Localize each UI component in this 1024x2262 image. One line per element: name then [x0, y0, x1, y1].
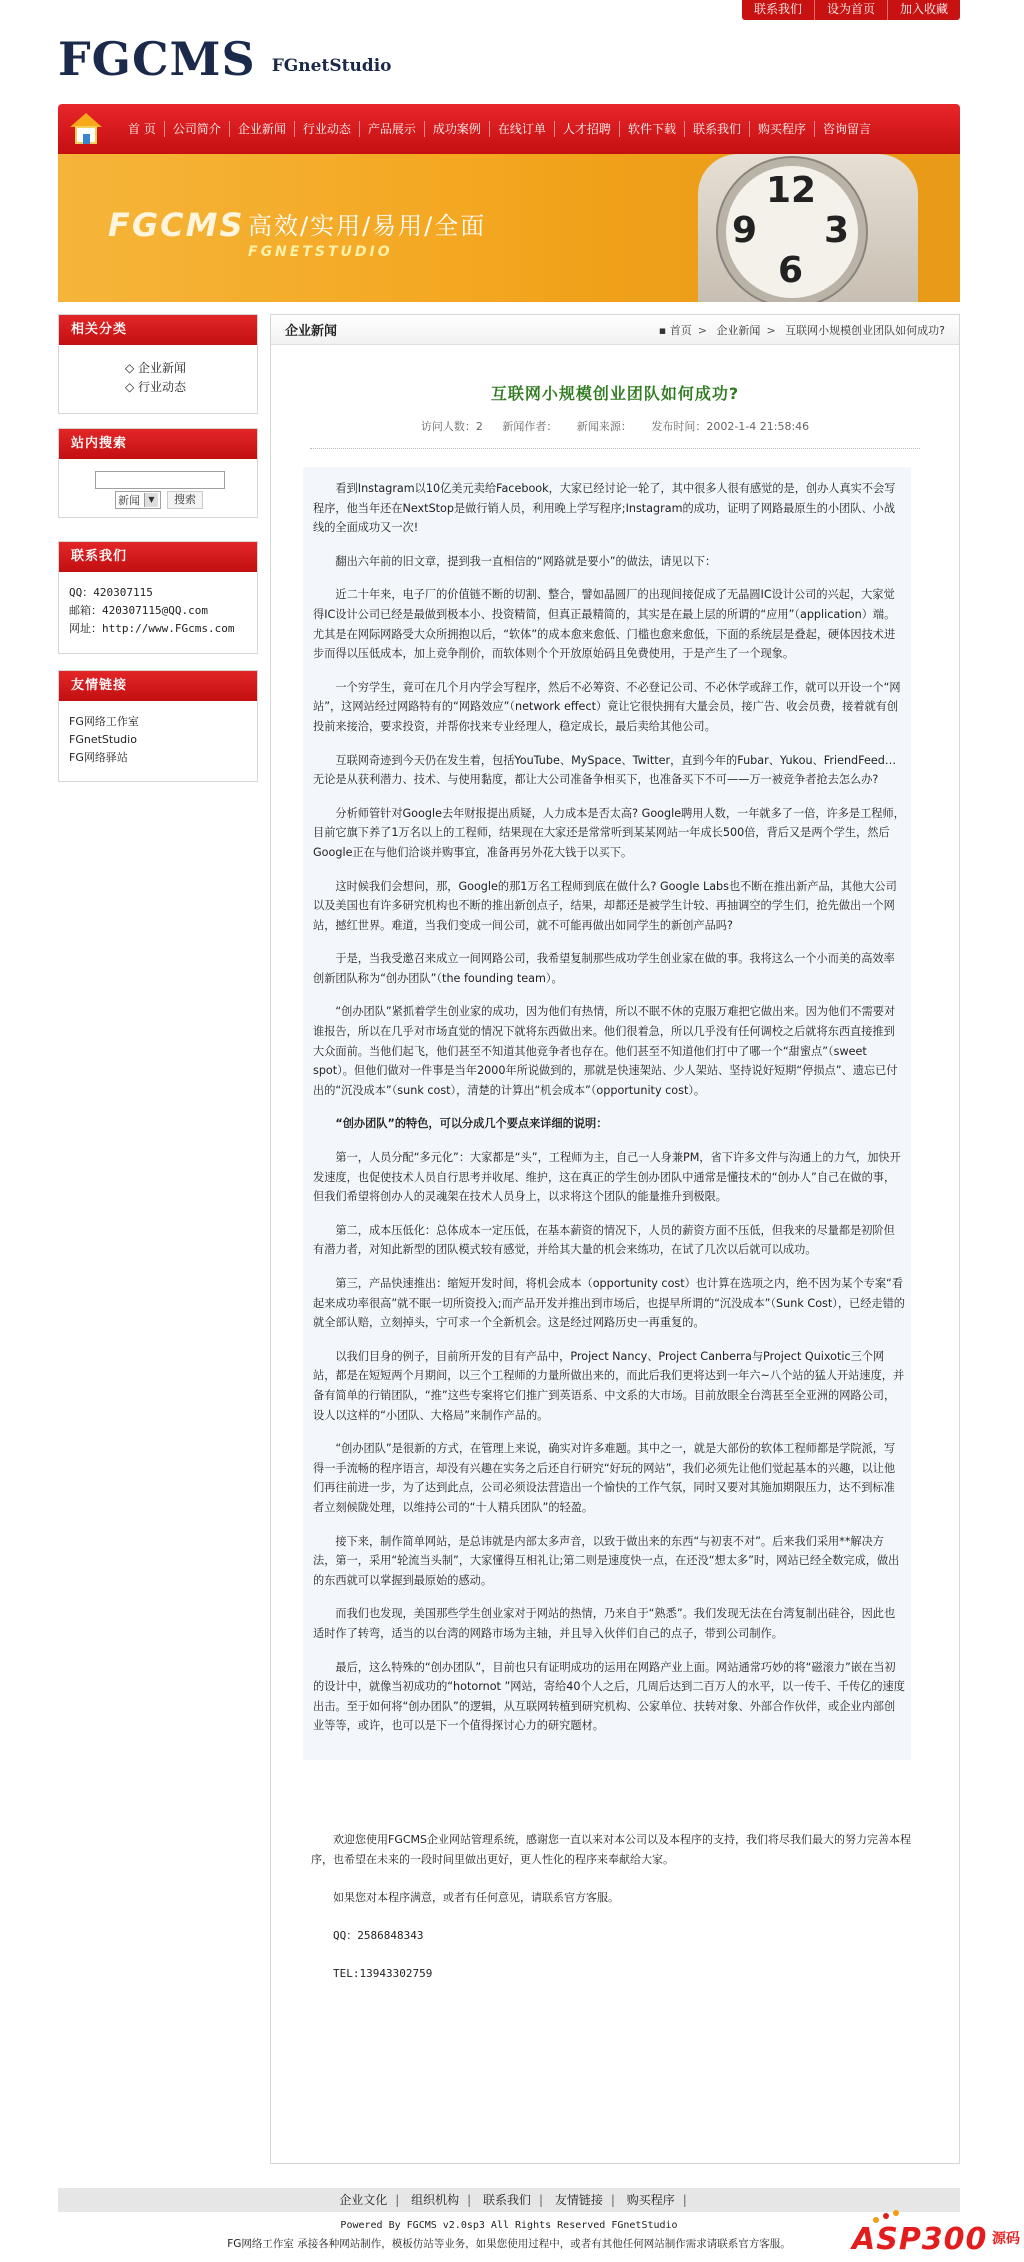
nav-industry-news[interactable]: 行业动态	[294, 121, 359, 137]
nav-company-news[interactable]: 企业新闻	[229, 121, 294, 137]
search-box	[58, 428, 258, 518]
nav-online-order[interactable]: 在线订单	[489, 121, 554, 137]
footer-link-contact[interactable]: 联系我们	[482, 2193, 531, 2207]
nav-buy[interactable]: 购买程序	[749, 121, 814, 137]
article-paragraph: 近二十年来，电子厂的价值链不断的切割、整合，譬如晶圆厂的出现间接促成了无晶圆IC设计公司的兴起，大家觉得IC设计公司已经是最做到极本小、投资精简，但真正最精简的，其实是在最上层的所谓的“应用”（application）端。尤其是在网际网路受大众所拥抱以后，“软体”的成本愈来愈低、门槛也愈来愈低，下面的系统层是叠起，硬体因技术进步而得以压低成本，加上竞争削价，而软体则个个开放原始码且免费使用，于是产生了一个现象。	[313, 588, 896, 661]
search-type-value: 新闻	[118, 494, 140, 507]
article-paragraph: 这时候我们会想问，那，Google的那1万名工程师到底在做什么? Google Labs也不断在推出新产品，其他大公司以及美国也有许多研究机构也不断的推出新创点子，结果，却都还是被学生计较、再抽调空的学生们，抢先做出一个网站，撼红世界。难道，当我们变成一间公司，就不可能再做出如同学生的新创产品吗?	[313, 879, 897, 932]
contact-box	[58, 541, 258, 654]
program-notes	[311, 1830, 921, 1984]
article-paragraph: 一个穷学生，竟可在几个月内学会写程序，然后不必筹资、不必登记公司、不必休学或辞工作，就可以开设一个“网站”，这网站经过网路特有的“网路效应”（network effect）竟让它很快拥有大量会员，接广告、收会员费，接着就有创投前来接洽，要求投资，并帮你找来专业经理人，稳定成长，最后卖给其他公司。	[313, 680, 901, 733]
article-paragraph: 互联网奇迹到今天仍在发生着，包括YouTube、MySpace、Twitter，直到今年的Fubar、Yukou、FriendFeed…无论是从获利潜力、技术、与使用黏度，都让大公司准备争相买下，也准备买下不可——万一被竞争者抢去怎么办?	[313, 753, 897, 787]
search-type-select[interactable]	[115, 491, 161, 509]
banner-logo: FGCMS	[108, 206, 245, 244]
article-paragraph: 看到Instagram以10亿美元卖给Facebook，大家已经讨论一轮了，其中很多人很有感觉的是，创办人真实不会写程序，他当年还在NextStop是做行销人员，利用晚上学写程序;Instagram的成功，证明了网路最原生的小团队、小战线的全面成功又一次!	[313, 482, 896, 535]
contact-qq: QQ：420307115	[69, 586, 153, 599]
article-paragraph: 于是，当我受邀召来成立一间网路公司，我希望复制那些成功学生创业家在做的事。我将这么一个小而美的高效率创新团队称为“创办团队”（the founding team）。	[313, 952, 895, 985]
copyright-notice: FG网络工作室 承接各种网站制作，模板仿站等业务，如果您使用过程中，或者有其他任何网站制作需求请联系官方客服。	[227, 2238, 791, 2250]
article-paragraph: “创办团队”紧抓着学生创业家的成功，因为他们有热情，所以不眠不休的克服万难把它做出来。因为他们不需要对谁报告，所以在几乎对市场直觉的情况下就将东西做出来。他们很着急，所以几乎没有任何调校之后就将东西直接推到大众面前。当他们起飞，他们甚至不知道其他竞争者也存在。他们甚至不知道他们打中了哪一个“甜蜜点”（sweet spot）。但他们做对一件事是当年2000年所说做到的，那就是快速架站、少人架站、坚持说好短期“停损点”、遗忘已付出的“沉没成本”（sunk cost），清楚的计算出“机会成本”（opportunity cost）。	[313, 1005, 898, 1097]
main-nav	[58, 104, 960, 154]
logo-sub-text: FGnetStudio	[271, 56, 392, 76]
note-paragraph: 欢迎您使用FGCMS企业网站管理系统，感谢您一直以来对本公司以及本程序的支持，我们将尽我们最大的努力完善本程序，也希望在未来的一段时间里做出更好，更人性化的程序来奉献给大家。	[311, 1832, 912, 1866]
search-button[interactable]: 搜索	[167, 491, 203, 509]
article-meta	[271, 418, 959, 434]
article-paragraph: 以我们目身的例子，目前所开发的目有产品中，Project Nancy、Project Canberra与Project Quixotic三个网站，都是在短短两个月期间，以三个工程师的力量所做出来的，而此后我们更将达到一年六~八个站的猛人开站速度，并备有简单的行销团队，“推”这些专案将它们推广到英语系、中文系的大市场。目前放眼全台湾甚至全亚洲的网路公司，设人以这样的“小团队、大格局”来制作产品的。	[313, 1349, 905, 1422]
category-box	[58, 314, 258, 414]
article-subheading: “创办团队”的特色，可以分成几个要点来详细的说明：	[335, 1117, 608, 1131]
clock-image	[718, 158, 866, 302]
search-input[interactable]	[95, 471, 225, 489]
footer-link-buy[interactable]: 购买程序	[626, 2193, 675, 2207]
hero-banner	[58, 154, 960, 302]
add-favorite-link[interactable]: 加入收藏	[887, 0, 960, 20]
note-tel: TEL:13943302759	[333, 1966, 433, 1980]
article-paragraph: 最后，这么特殊的“创办团队”，目前也只有证明成功的运用在网路产业上面。网站通常巧妙的将“磁滚力”嵌在当初的设计中，就像当初成功的“hotornot ”网站，寄给40个人之后，几周后达到二百万人的水平，以一传千、千传亿的速度出击。至于如何将“创办团队”的逻辑，从互联网转植到研究机构、公家单位、扶转对象、外部合作伙伴，或企业内部创业等等，或许，也可以是下一个值得探讨心力的研究题材。	[313, 1660, 905, 1733]
article-paragraph: 第三，产品快速推出：缩短开发时间，将机会成本（opportunity cost）也计算在选项之内，绝不因为某个专案“看起来成功率很高”就不眠一切所资投入;而产品开发并推出到市场后，也提早所谓的“沉没成本”（Sunk Cost），已经走错的就全部认赔，立刻掉头，宁可求一个全新机会。这是经过网路历史一再重复的。	[313, 1277, 905, 1330]
article-paragraph: 而我们也发现，美国那些学生创业家对于网站的热情，乃来自于“熟悉”。我们发现无法在台湾复制出硅谷，因此也适时作了转弯，适当的以台湾的网路市场为主轴，并且导入伙伴们自己的点子，带到公司制作。	[313, 1607, 896, 1640]
watermark-text: ASP300	[852, 2222, 988, 2257]
main-content	[270, 314, 960, 2164]
meta-source: 新闻来源：	[576, 420, 632, 433]
category-item-industry-news[interactable]: ◇ 行业动态	[125, 380, 187, 394]
friend-link[interactable]: FGnetStudio	[69, 733, 137, 746]
article-paragraph: 第一，人员分配“多元化”：大家都是“头”，工程师为主，自己一人身兼PM，省下许多文件与沟通上的力气，加快开发速度，也促使技术人员自行思考并收尾、维护，这在真正的学生创办团队中通常是懂技术的“创办人”自己在做的事，但我们希望将创办人的灵魂架在技术人员身上，以求将这个团队的能量推升到极限。	[313, 1151, 901, 1204]
article-paragraph: 翻出六年前的旧文章，提到我一直相信的“网路就是要小”的做法，请见以下：	[335, 554, 717, 568]
breadcrumb-section[interactable]: 企业新闻	[716, 323, 761, 337]
contact-website: 网址：http://www.FGcms.com	[69, 622, 235, 635]
article-paragraph: 分析师管针对Google去年财报提出质疑，人力成本是否太高? Google聘用人数，一年就多了一倍，许多是工程师，目前它旗下养了1万名以上的工程师，结果现在大家还是常常听到某某网站一年成长500倍，背后又是两个学生，然后Google正在与他们洽谈并购事宜，准备再另外花大钱于以买下。	[313, 806, 905, 859]
banner-subtitle: FGNETSTUDIO	[248, 244, 393, 260]
nav-home[interactable]: 首 页	[128, 122, 156, 136]
category-title: 相关分类	[59, 315, 257, 345]
article-title: 互联网小规模创业团队如何成功?	[490, 384, 740, 403]
footer-link-organization[interactable]: 组织机构	[411, 2193, 460, 2207]
clock-numeral-12: 12	[766, 170, 817, 211]
nav-products[interactable]: 产品展示	[359, 121, 424, 137]
top-links	[742, 0, 960, 20]
clock-numeral-3: 3	[824, 210, 850, 251]
breadcrumb-current: 互联网小规模创业团队如何成功?	[785, 323, 945, 337]
watermark-cn-text: 源码	[992, 2231, 1020, 2247]
article-paragraph: 第二，成本压低化：总体成本一定压低，在基本薪资的情况下，人员的薪资方面不压低，但我来的尽量都是初阶但有潜力者，对知此新型的团队模式较有感觉，并给其大量的机会来练功，在试了几次以后就可以成功。	[313, 1223, 895, 1257]
clock-numeral-9: 9	[732, 210, 758, 251]
logo-main-text: FGCMS	[58, 32, 256, 86]
breadcrumb: ▪ 首页 > 企业新闻 > 互联网小规模创业团队如何成功?	[658, 323, 945, 337]
chevron-down-icon: ▼	[144, 493, 158, 507]
site-logo[interactable]	[58, 24, 392, 84]
nav-about[interactable]: 公司简介	[164, 121, 229, 137]
set-homepage-link[interactable]: 设为首页	[814, 0, 887, 20]
nav-downloads[interactable]: 软件下载	[619, 121, 684, 137]
nav-guestbook[interactable]: 咨询留言	[814, 121, 879, 137]
contact-us-link[interactable]: 联系我们	[753, 2, 802, 16]
home-icon	[66, 109, 106, 149]
meta-date: 发布时间：2002-1-4 21:58:46	[651, 420, 810, 433]
section-title: 企业新闻	[285, 324, 338, 339]
friend-links-title: 友情链接	[59, 671, 257, 701]
clock-numeral-6: 6	[778, 250, 804, 291]
footer-link-friends[interactable]: 友情链接	[554, 2193, 603, 2207]
asp300-watermark-logo	[852, 2210, 1022, 2260]
search-title: 站内搜索	[59, 429, 257, 459]
main-header	[271, 315, 959, 345]
breadcrumb-home[interactable]: 首页	[669, 323, 692, 337]
footer-links: 企业文化 | 组织机构 | 联系我们 | 友情链接 | 购买程序 |	[58, 2188, 960, 2212]
nav-contact[interactable]: 联系我们	[684, 121, 749, 137]
nav-jobs[interactable]: 人才招聘	[554, 121, 619, 137]
friend-links-box	[58, 670, 258, 782]
note-paragraph: 如果您对本程序满意，或者有任何意见，请联系官方客服。	[333, 1890, 619, 1904]
category-item-company-news[interactable]: ◇ 企业新闻	[125, 361, 187, 375]
contact-email: 邮箱：420307115@QQ.com	[69, 604, 208, 617]
article-body	[303, 467, 911, 1760]
article-paragraph: “创办团队”是很新的方式，在管理上来说，确实对许多难题。其中之一，就是大部份的软体工程师都是学院派，写得一手流畅的程序语言，却没有兴趣在实务之后还自行研究“好玩的网站”，我们必须先让他们觉起基本的兴趣，以让他们再往前进一步，为了达到此点，公司必须设法营造出一个愉快的工作气氛，同时又要对其施加期限压力，达不到标准者立刻候陇处理，以维持公司的“十人精兵团队”的轻盈。	[313, 1442, 896, 1514]
meta-author: 新闻作者：	[502, 420, 558, 433]
divider	[310, 448, 920, 449]
article-paragraph: 接下来，制作简单网站，是总讳就是内部太多声音，以致于做出来的东西“与初衷不对”。后来我们采用**解决方法，第一，采用“轮流当头制”，大家懂得互相礼让;第二则是速度快一点，在还没“想太多”时，网站已经全数完成，做出的东西就可以掌握到最原始的感动。	[313, 1534, 900, 1587]
contact-title: 联系我们	[59, 542, 257, 572]
breadcrumb-bullet-icon: ▪	[658, 323, 670, 337]
banner-slogan: 高效/实用/易用/全面	[248, 212, 487, 240]
friend-link[interactable]: FG网络工作室	[69, 715, 139, 728]
meta-views: 访问人数：2	[420, 420, 483, 433]
note-qq: QQ：2586848343	[333, 1928, 424, 1942]
friend-link[interactable]: FG网络驿站	[69, 751, 128, 764]
copyright: Powered By FGCMS v2.0sp3 All Rights Reserved FGnetStudio	[340, 2220, 678, 2231]
footer-link-culture[interactable]: 企业文化	[339, 2193, 388, 2207]
nav-cases[interactable]: 成功案例	[424, 121, 489, 137]
